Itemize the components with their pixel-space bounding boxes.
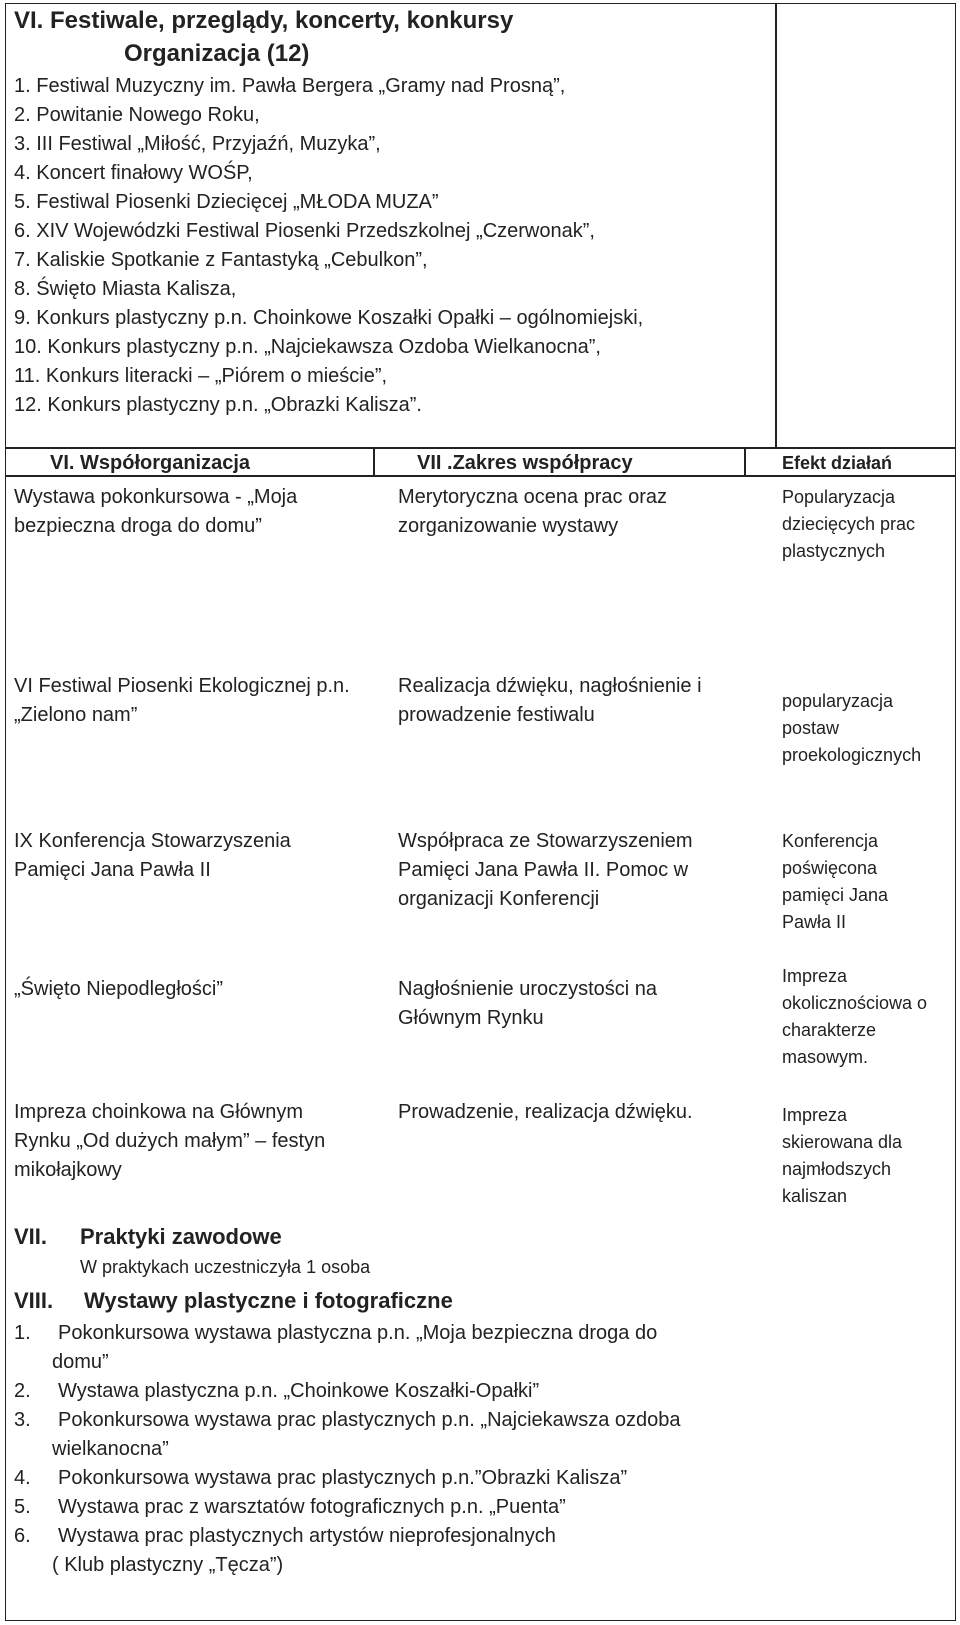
table-cell-event: IX Konferencja Stowarzyszenia Pamięci Jana Pawła II	[14, 830, 291, 881]
list-item-number: 2.	[14, 1380, 31, 1402]
list-item-number: 4.	[14, 1467, 31, 1489]
table-cell-event: Wystawa pokonkursowa - „Moja bezpieczna droga do domu”	[14, 486, 298, 537]
section6-subheading: Organizacja (12)	[124, 40, 310, 67]
list-item-number: 6.	[14, 1525, 31, 1547]
list-item: Wystawa prac z warsztatów fotograficznych p.n. „Puenta”	[58, 1496, 566, 1518]
table-header-cooperation: VI. Współorganizacja	[50, 452, 251, 474]
table-header-bottom-border	[5, 475, 956, 477]
list-item-number: 3.	[14, 1409, 31, 1431]
table-header-effect: Efekt działań	[782, 453, 893, 473]
list-item: 8. Święto Miasta Kalisza,	[14, 278, 237, 300]
table-cell-event: VI Festiwal Piosenki Ekologicznej p.n. „Zielono nam”	[14, 675, 350, 726]
section7-number: VII.	[14, 1224, 48, 1249]
list-item-number: 1.	[14, 1322, 31, 1344]
table-cell-event: Impreza choinkowa na Głównym Rynku „Od dużych małym” – festyn mikołajkowy	[14, 1101, 326, 1181]
list-item: 7. Kaliskie Spotkanie z Fantastyką „Cebulkon”,	[14, 249, 428, 271]
table-cell-effect: Impreza skierowana dla najmłodszych kaliszan	[782, 1105, 903, 1206]
list-item: 1. Festiwal Muzyczny im. Pawła Bergera „Gramy nad Prosną”,	[14, 75, 566, 97]
list-item: Wystawa prac plastycznych artystów nieprofesjonalnych	[58, 1525, 556, 1547]
list-item: Wystawa plastyczna p.n. „Choinkowe Koszałki-Opałki”	[58, 1380, 540, 1402]
section8-heading: Wystawy plastyczne i fotograficzne	[84, 1288, 453, 1313]
list-item-continuation: wielkanocna”	[52, 1438, 169, 1460]
table-header-scope: VII .Zakres współpracy	[417, 452, 633, 474]
list-item: 3. III Festiwal „Miłość, Przyjaźń, Muzyka”,	[14, 133, 381, 155]
section6-right-border	[775, 3, 777, 448]
list-item: 5. Festiwal Piosenki Dziecięcej „MŁODA MUZA”	[14, 191, 439, 213]
list-item: Pokonkursowa wystawa prac plastycznych p.n.”Obrazki Kalisza”	[58, 1467, 628, 1489]
table-col-divider-2	[744, 447, 746, 475]
list-item: 2. Powitanie Nowego Roku,	[14, 104, 260, 126]
list-item: 9. Konkurs plastyczny p.n. Choinkowe Koszałki Opałki – ogólnomiejski,	[14, 307, 644, 329]
table-cell-scope: Merytoryczna ocena prac oraz zorganizowanie wystawy	[398, 486, 668, 537]
list-item: 6. XIV Wojewódzki Festiwal Piosenki Przedszkolnej „Czerwonak”,	[14, 220, 595, 242]
table-cell-effect: Impreza okolicznościowa o charakterze masowym.	[782, 966, 928, 1067]
list-item: 4. Koncert finałowy WOŚP,	[14, 162, 253, 184]
table-col-divider-1	[373, 447, 375, 475]
list-item-number: 5.	[14, 1496, 31, 1518]
table-cell-scope: Współpraca ze Stowarzyszeniem Pamięci Jana Pawła II. Pomoc w organizacji Konferencji	[398, 830, 693, 910]
table-cell-scope: Prowadzenie, realizacja dźwięku.	[398, 1101, 693, 1123]
table-cell-effect: Popularyzacja dziecięcych prac plastycznych	[782, 487, 916, 561]
section7-heading: Praktyki zawodowe	[80, 1224, 282, 1249]
list-item: 12. Konkurs plastyczny p.n. „Obrazki Kalisza”.	[14, 394, 422, 416]
list-item-continuation: ( Klub plastyczny „Tęcza”)	[52, 1554, 284, 1576]
list-item-continuation: domu”	[52, 1351, 109, 1373]
list-item: 11. Konkurs literacki – „Piórem o mieście”,	[14, 365, 388, 387]
section6-bottom-border	[5, 447, 956, 449]
list-item: Pokonkursowa wystawa plastyczna p.n. „Moja bezpieczna droga do	[58, 1322, 658, 1344]
section7-note: W praktykach uczestniczyła 1 osoba	[80, 1257, 371, 1277]
list-item: Pokonkursowa wystawa prac plastycznych p.n. „Najciekawsza ozdoba	[58, 1409, 681, 1431]
section8-number: VIII.	[14, 1288, 54, 1313]
table-cell-scope: Realizacja dźwięku, nagłośnienie i prowadzenie festiwalu	[398, 675, 702, 726]
table-cell-scope: Nagłośnienie uroczystości na Głównym Rynku	[398, 978, 658, 1029]
table-cell-event: „Święto Niepodległości”	[14, 978, 223, 1000]
document-page	[5, 3, 956, 1621]
table-cell-effect: Konferencja poświęcona pamięci Jana Pawła II	[782, 831, 889, 932]
table-cell-effect: popularyzacja postaw proekologicznych	[782, 691, 922, 765]
section6-heading: VI. Festiwale, przeglądy, koncerty, konkursy	[14, 7, 514, 34]
list-item: 10. Konkurs plastyczny p.n. „Najciekawsza Ozdoba Wielkanocna”,	[14, 336, 601, 358]
